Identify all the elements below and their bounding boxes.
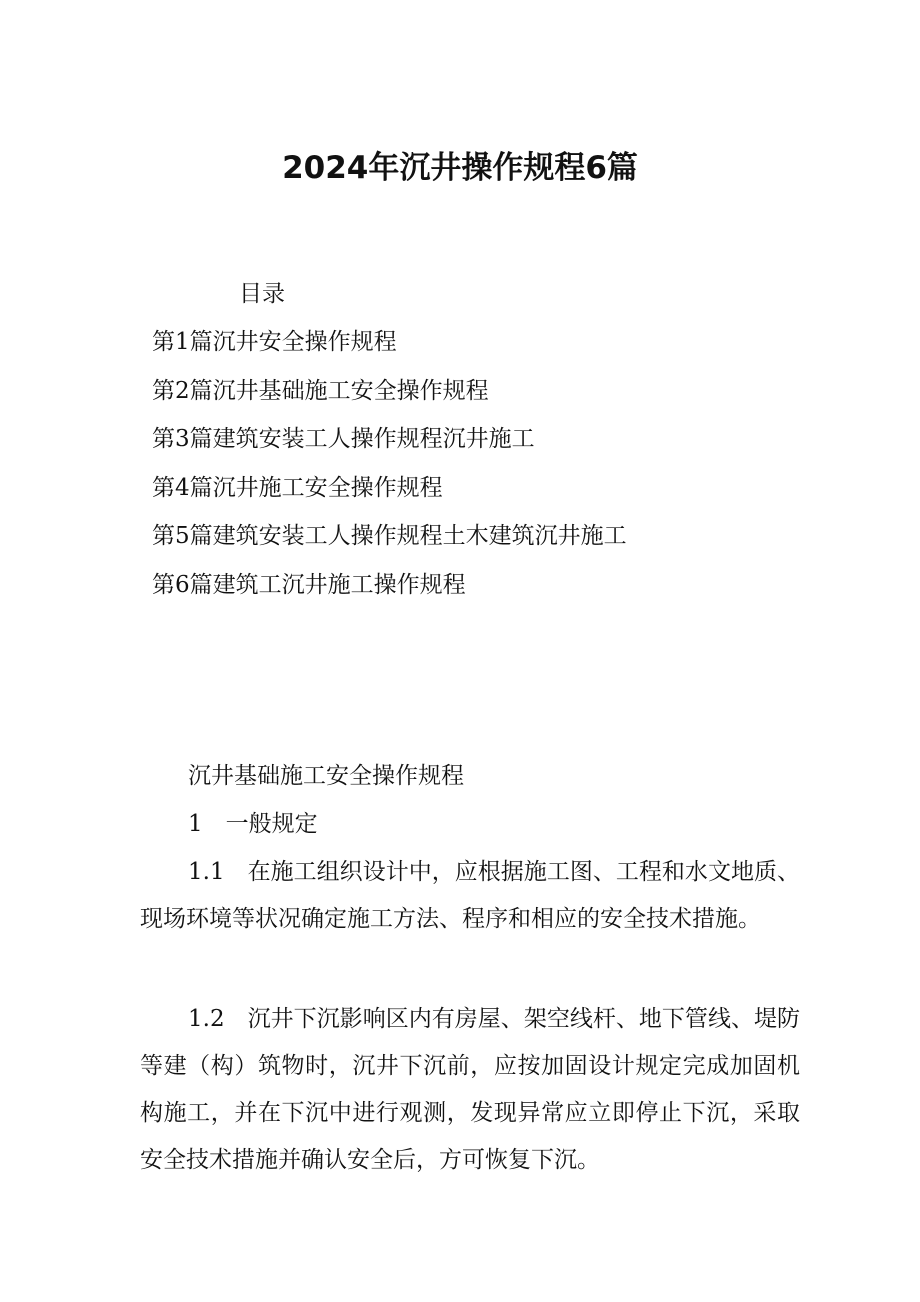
toc-item-1: 第1篇沉井安全操作规程: [152, 329, 397, 355]
paragraph-1-2: 1.2 沉井下沉影响区内有房屋、架空线杆、地下管线、堤防等建（构）筑物时，沉井下沉前，应按加固设计规定完成加固机构施工，并在下沉中进行观测，发现异常应立即停止下沉，采取安全技术措施并确认安全后，方可恢复下沉。: [140, 1006, 800, 1173]
toc-heading: 目录: [239, 281, 285, 307]
toc-item-4: 第4篇沉井施工安全操作规程: [152, 474, 443, 501]
toc-item-5: 第5篇建筑安装工人操作规程土木建筑沉井施工: [152, 523, 627, 549]
general-provisions-heading: 1 一般规定: [188, 811, 318, 837]
section-title: 沉井基础施工安全操作规程: [188, 763, 464, 789]
document-title: 2024年沉井操作规程6篇: [282, 150, 638, 186]
toc-item-6: 第6篇建筑工沉井施工操作规程: [152, 571, 466, 598]
toc-item-3: 第3篇建筑安装工人操作规程沉井施工: [152, 426, 535, 452]
table-of-contents: [152, 326, 627, 617]
paragraph-1-1: 1.1 在施工组织设计中，应根据施工图、工程和水文地质、现场环境等状况确定施工方法、程序和相应的安全技术措施。: [140, 859, 800, 932]
toc-item-2: 第2篇沉井基础施工安全操作规程: [152, 377, 489, 404]
